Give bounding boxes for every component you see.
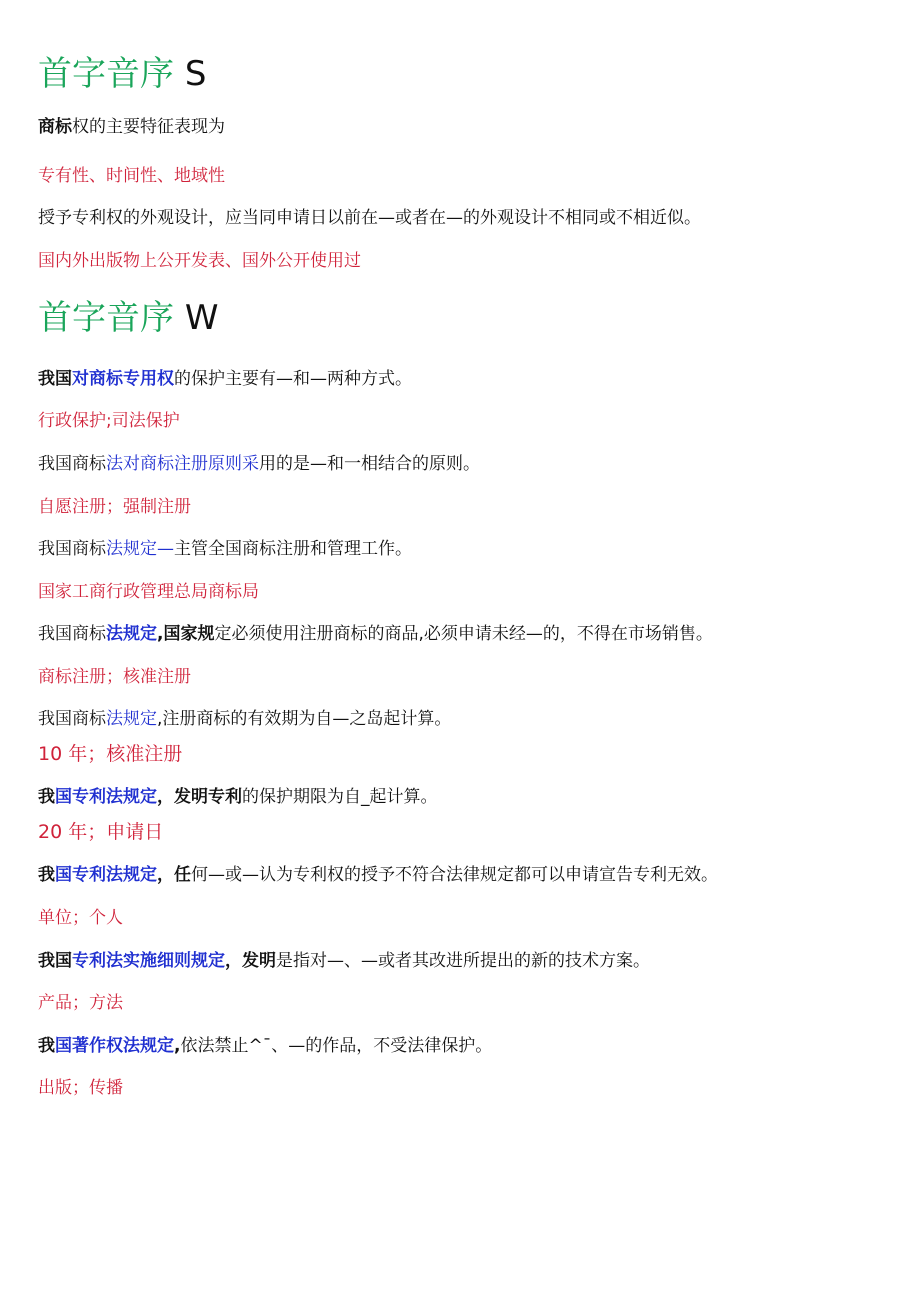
answer-w3: 国家工商行政管理总局商标局 xyxy=(38,582,259,602)
question-text-highlight: 专利法实施细则规定 xyxy=(72,951,225,971)
question-text: 的保护期限为自_起计算。 xyxy=(242,787,438,807)
question-text-bold: ,国家规 xyxy=(157,624,215,644)
question-text: 我国商标 xyxy=(38,539,106,559)
question-text-bold: 我 xyxy=(38,865,55,885)
answer-s1: 专有性、时间性、地域性 xyxy=(38,166,225,186)
question-text: 的保护主要有—和—两种方式。 xyxy=(174,369,412,389)
question-text: 定必须使用注册商标的商品,必须申请未经—的，不得在市场销售。 xyxy=(214,624,713,644)
section-heading-s xyxy=(38,54,206,94)
question-s1 xyxy=(38,115,225,139)
question-w2 xyxy=(38,452,480,476)
question-text-highlight: 国著作权法规定 xyxy=(55,1036,174,1056)
question-text-highlight: 法规定 xyxy=(106,624,157,644)
question-text-bold: ，发明专利 xyxy=(157,787,242,807)
question-text-highlight: 对商标专用权 xyxy=(72,369,174,389)
answer-w8: 产品；方法 xyxy=(38,993,123,1013)
answer-w1: 行政保护;司法保护 xyxy=(38,411,180,431)
answer-w4: 商标注册；核准注册 xyxy=(38,667,191,687)
question-text: 我国商标 xyxy=(38,709,106,729)
question-text-highlight: 法规定 xyxy=(106,709,157,729)
question-text: 用的是—和一相结合的原则。 xyxy=(259,454,480,474)
question-text: 授予专利权的外观设计，应当同申请日以前在—或者在—的外观设计不相同或不相近似。 xyxy=(38,208,701,228)
question-w1 xyxy=(38,367,412,391)
heading-prefix: 首字音序 xyxy=(38,54,174,94)
question-text: 依法禁止^¯、—的作品，不受法律保护。 xyxy=(180,1036,493,1056)
question-text-bold: 我国 xyxy=(38,951,72,971)
question-w3 xyxy=(38,537,412,561)
question-s2 xyxy=(38,206,701,230)
heading-letter: W xyxy=(184,298,219,338)
answer-w5: 10 年；核准注册 xyxy=(38,743,183,765)
question-text-bold: ，发明 xyxy=(225,951,276,971)
question-text-highlight: 国专利法规定 xyxy=(55,865,157,885)
question-text: 主管全国商标注册和管理工作。 xyxy=(174,539,412,559)
question-text: ,注册商标的有效期为自—之岛起计算。 xyxy=(157,709,452,729)
question-w7 xyxy=(38,863,718,887)
answer-w2: 自愿注册；强制注册 xyxy=(38,497,191,517)
answer-w7: 单位；个人 xyxy=(38,908,123,928)
heading-prefix: 首字音序 xyxy=(38,298,174,338)
question-w5 xyxy=(38,707,451,731)
question-text: 权的主要特征表现为 xyxy=(72,117,225,137)
answer-s2: 国内外出版物上公开发表、国外公开使用过 xyxy=(38,251,361,271)
question-w4 xyxy=(38,622,713,646)
question-text-bold: 我 xyxy=(38,787,55,807)
question-text-bold: 我 xyxy=(38,1036,55,1056)
question-text-bold: 商标 xyxy=(38,117,72,137)
question-text: 何—或—认为专利权的授予不符合法律规定都可以申请宣告专利无效。 xyxy=(191,865,718,885)
section-heading-w xyxy=(38,298,218,338)
question-text-bold: , xyxy=(174,1036,181,1056)
answer-w9: 出版；传播 xyxy=(38,1078,123,1098)
question-text-highlight: 法对商标注册原则采 xyxy=(106,454,259,474)
question-text-highlight: 国专利法规定 xyxy=(55,787,157,807)
question-text-highlight: 法规定— xyxy=(106,539,174,559)
question-w9 xyxy=(38,1034,492,1058)
heading-letter: S xyxy=(184,54,207,94)
answer-w6: 20 年；申请日 xyxy=(38,821,164,843)
question-text-bold: 我国 xyxy=(38,369,72,389)
question-w6 xyxy=(38,785,438,809)
question-text: 我国商标 xyxy=(38,454,106,474)
question-text-bold: ，任 xyxy=(157,865,191,885)
question-text: 我国商标 xyxy=(38,624,106,644)
question-text: 是指对—、—或者其改进所提出的新的技术方案。 xyxy=(276,951,650,971)
question-w8 xyxy=(38,949,650,973)
